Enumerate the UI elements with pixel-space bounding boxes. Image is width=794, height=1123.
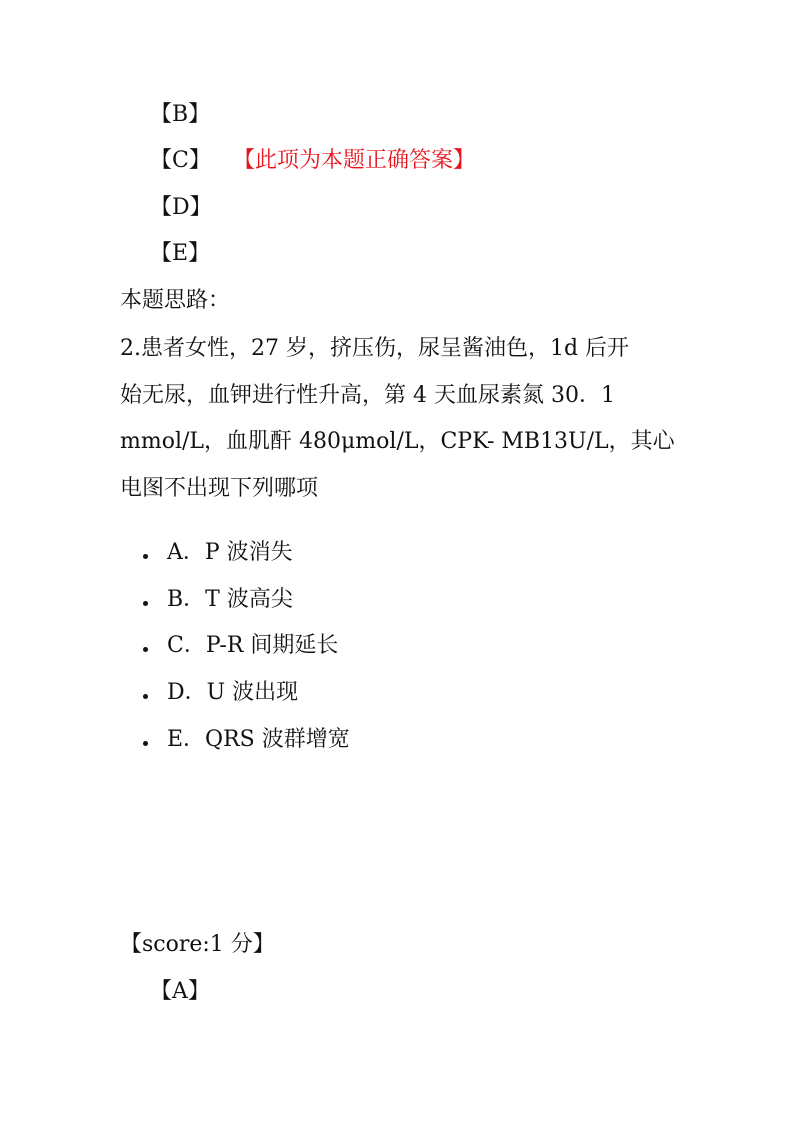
explanation-label: 本题思路：	[120, 288, 231, 313]
option-e: 【E】	[150, 241, 211, 266]
correct-answer-mark: 【此项为本题正确答案】	[233, 148, 476, 173]
question-line: 始无尿，血钾进行性升高，第 4 天血尿素氮 30．1	[120, 383, 615, 408]
option-c: 【C】	[150, 148, 211, 173]
choice-d: D．U 波出现	[167, 680, 299, 705]
question-line: mmol/L，血肌酐 480μmol/L，CPK- MB13U/L，其心	[120, 429, 675, 454]
option-d: 【D】	[150, 195, 212, 220]
question-line: 电图不出现下列哪项	[120, 476, 319, 501]
choice-b: B．T 波高尖	[167, 587, 293, 612]
bullet-icon	[143, 554, 148, 559]
bullet-icon	[143, 647, 148, 652]
choice-e: E．QRS 波群增宽	[167, 727, 350, 752]
score-label: 【score:1 分】	[120, 932, 275, 957]
choice-a: A．P 波消失	[167, 540, 293, 565]
question-line: 2.患者女性，27 岁，挤压伤，尿呈酱油色，1d 后开	[120, 336, 630, 361]
next-option-a: 【A】	[150, 979, 210, 1004]
bullet-icon	[143, 741, 148, 746]
option-b: 【B】	[150, 102, 211, 127]
bullet-icon	[143, 694, 148, 699]
bullet-icon	[143, 601, 148, 606]
choice-c: C．P-R 间期延长	[167, 633, 339, 658]
